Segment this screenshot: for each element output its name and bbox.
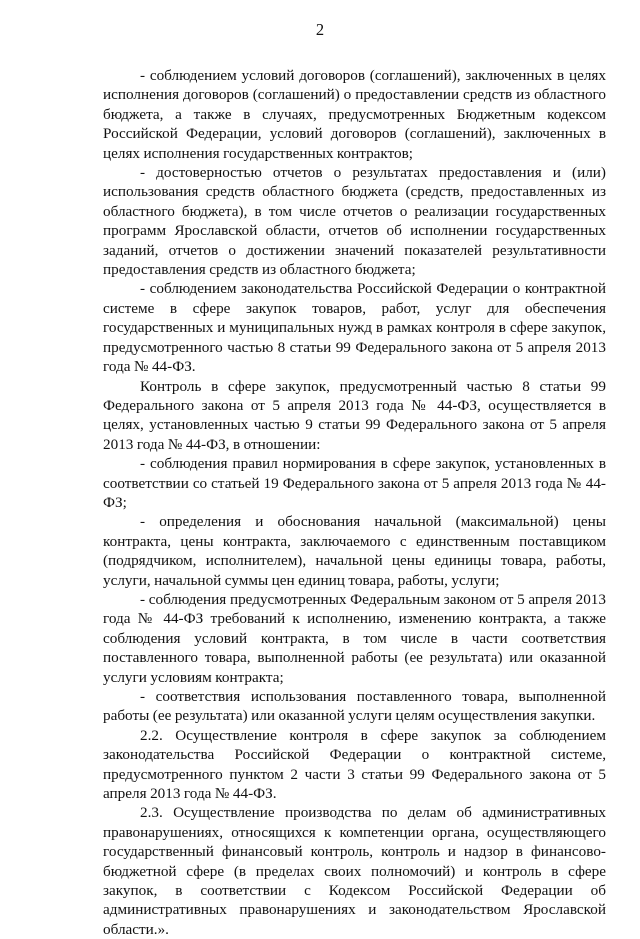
document-body (103, 66, 606, 939)
paragraph-contract-conditions: - соблюдением условий договоров (соглашений), заключенных в целях исполнения договоров (соглашений) о предоставлении средств из областного бюджета, а также в случаях, предусмотренных Бюджетным кодексом Российской Федерации, условий договоров (соглашений), заключенных в целях исполнения государственных контрактов; (103, 67, 606, 162)
paragraph-procurement-legislation: - соблюдением законодательства Российской Федерации о контрактной системе в сфере закупок товаров, работ, услуг для обеспечения государственных и муниципальных нужд в рамках контроля в сфере закупок, предусмотренного частью 8 статьи 99 Федерального закона от 5 апреля 2013 года № 44-ФЗ. (103, 280, 606, 376)
paragraph-contract-execution: - соблюдения предусмотренных Федеральным законом от 5 апреля 2013 года № 44-ФЗ требований к исполнению, изменению контракта, а также соблюдения условий контракта, в том числе в части соответствия поставленного товара, выполненной работы (ее результата) или оказанной услуги условиям контракта; (103, 590, 606, 686)
paragraph-goods-usage: - соответствия использования поставленного товара, выполненной работы (ее результата) или оказанной услуги целям осуществления закупки. (103, 688, 606, 725)
paragraph-rationing-rules: - соблюдения правил нормирования в сфере закупок, установленных в соответствии со статьей 19 Федерального закона от 5 апреля 2013 года № 44-ФЗ; (103, 455, 606, 511)
paragraph-section-2-3: 2.3. Осуществление производства по делам об административных правонарушениях, относящихся к компетенции органа, осуществляющего государственный финансовый контроль, контроль и надзор в финансово-бюджетной сфере (в пределах своих полномочий) и контроль в сфере закупок, в соответствии с Кодексом Российской Федерации об административных правонарушениях и законодательством Ярославской области.». (103, 804, 606, 938)
paragraph-section-2-2: 2.2. Осуществление контроля в сфере закупок за соблюдением законодательства Российской Федерации о контрактной системе, предусмотренного пунктом 2 части 3 статьи 99 Федерального закона от 5 апреля 2013 года № 44-ФЗ. (103, 726, 606, 803)
page-number: 2 (315, 20, 325, 39)
paragraph-reports-reliability: - достоверностью отчетов о результатах предоставления и (или) использования средств областного бюджета (средств, предоставленных из областного бюджета), в том числе отчетов о реализации государственных программ Ярославской области, отчетов об исполнении государственных заданий, отчетов о достижении значений показателей результативности предоставления средств из областного бюджета; (103, 164, 606, 279)
paragraph-procurement-control: Контроль в сфере закупок, предусмотренный частью 8 статьи 99 Федерального закона от 5 апреля 2013 года № 44-ФЗ, осуществляется в целях, установленных частью 9 статьи 99 Федерального закона от 5 апреля 2013 года № 44-ФЗ, в отношении: (103, 377, 606, 453)
paragraph-price-justification: - определения и обоснования начальной (максимальной) цены контракта, цены контракта, заключаемого с единственным поставщиком (подрядчиком, исполнителем), начальной цены единицы товара, работы, услуги, начальной суммы цен единиц товара, работы, услуги; (103, 513, 606, 589)
